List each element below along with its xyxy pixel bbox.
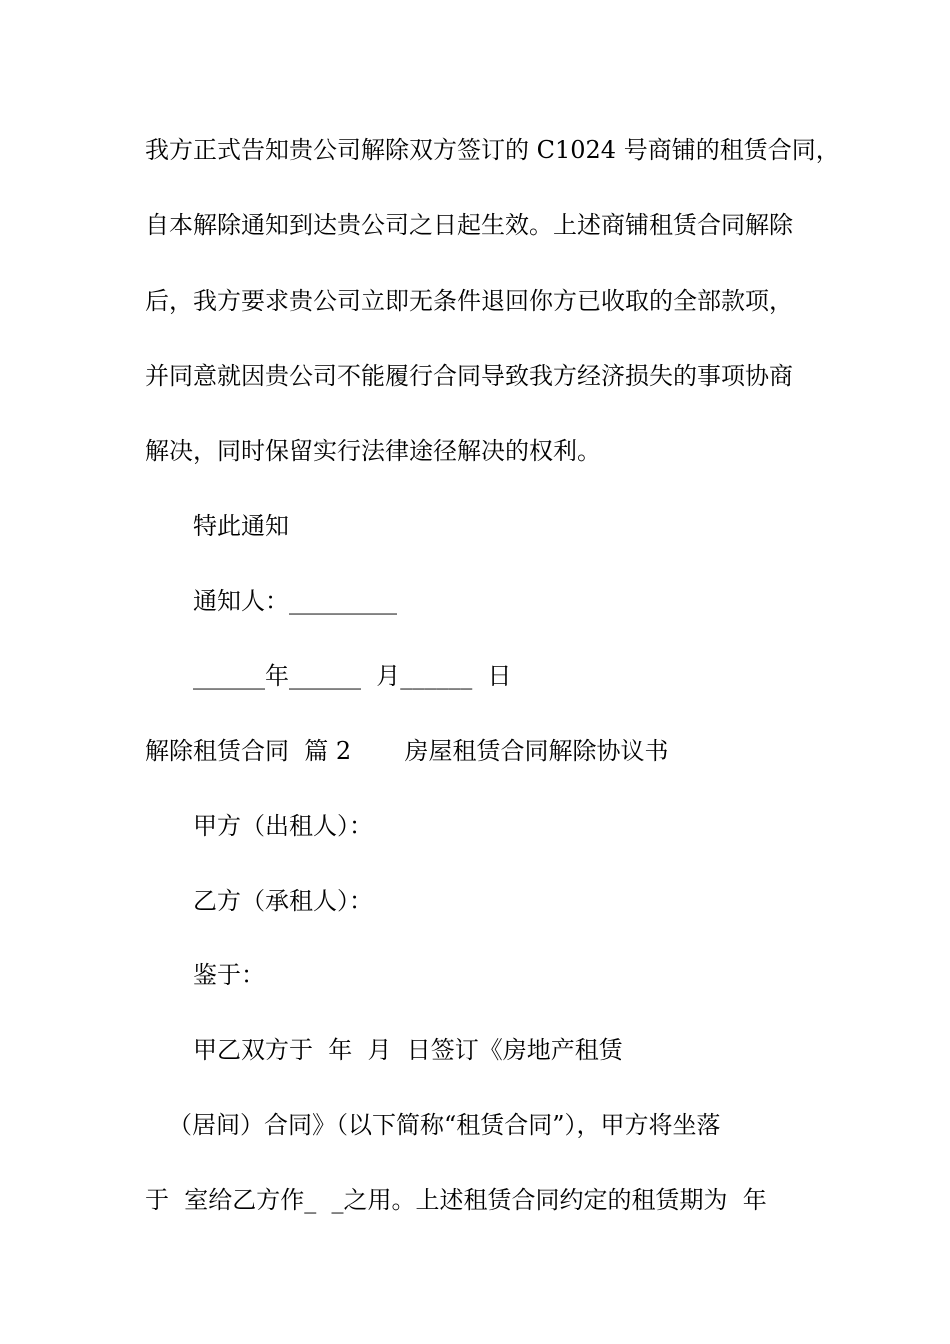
paragraph-line: 并同意就因贵公司不能履行合同导致我方经济损失的事项协商 (145, 362, 793, 390)
paragraph-line: （居间）合同》（以下简称“租赁合同”），甲方将坐落 (168, 1111, 721, 1139)
party-b-field: 乙方（承租人）： (193, 887, 373, 915)
notice-closing: 特此通知 (193, 512, 289, 540)
date-field: ______年______ 月______ 日 (193, 662, 512, 690)
notifier-field: 通知人：_________ (193, 587, 397, 615)
paragraph-line: 自本解除通知到达贵公司之日起生效。上述商铺租赁合同解除 (145, 211, 793, 239)
paragraph-line: 于 室给乙方作_ _之用。上述租赁合同约定的租赁期为 年 (145, 1186, 767, 1214)
whereas-label: 鉴于： (193, 961, 265, 989)
party-a-field: 甲方（出租人）： (193, 812, 373, 840)
paragraph-line: 甲乙双方于 年 月 日签订《房地产租赁 (193, 1036, 623, 1064)
paragraph-line: 我方正式告知贵公司解除双方签订的 C1024 号商铺的租赁合同， (145, 136, 840, 164)
paragraph-line: 后，我方要求贵公司立即无条件退回你方已收取的全部款项， (145, 287, 793, 315)
section-heading: 解除租赁合同 篇 2 房屋租赁合同解除协议书 (145, 737, 669, 765)
paragraph-line: 解决，同时保留实行法律途径解决的权利。 (145, 437, 601, 465)
